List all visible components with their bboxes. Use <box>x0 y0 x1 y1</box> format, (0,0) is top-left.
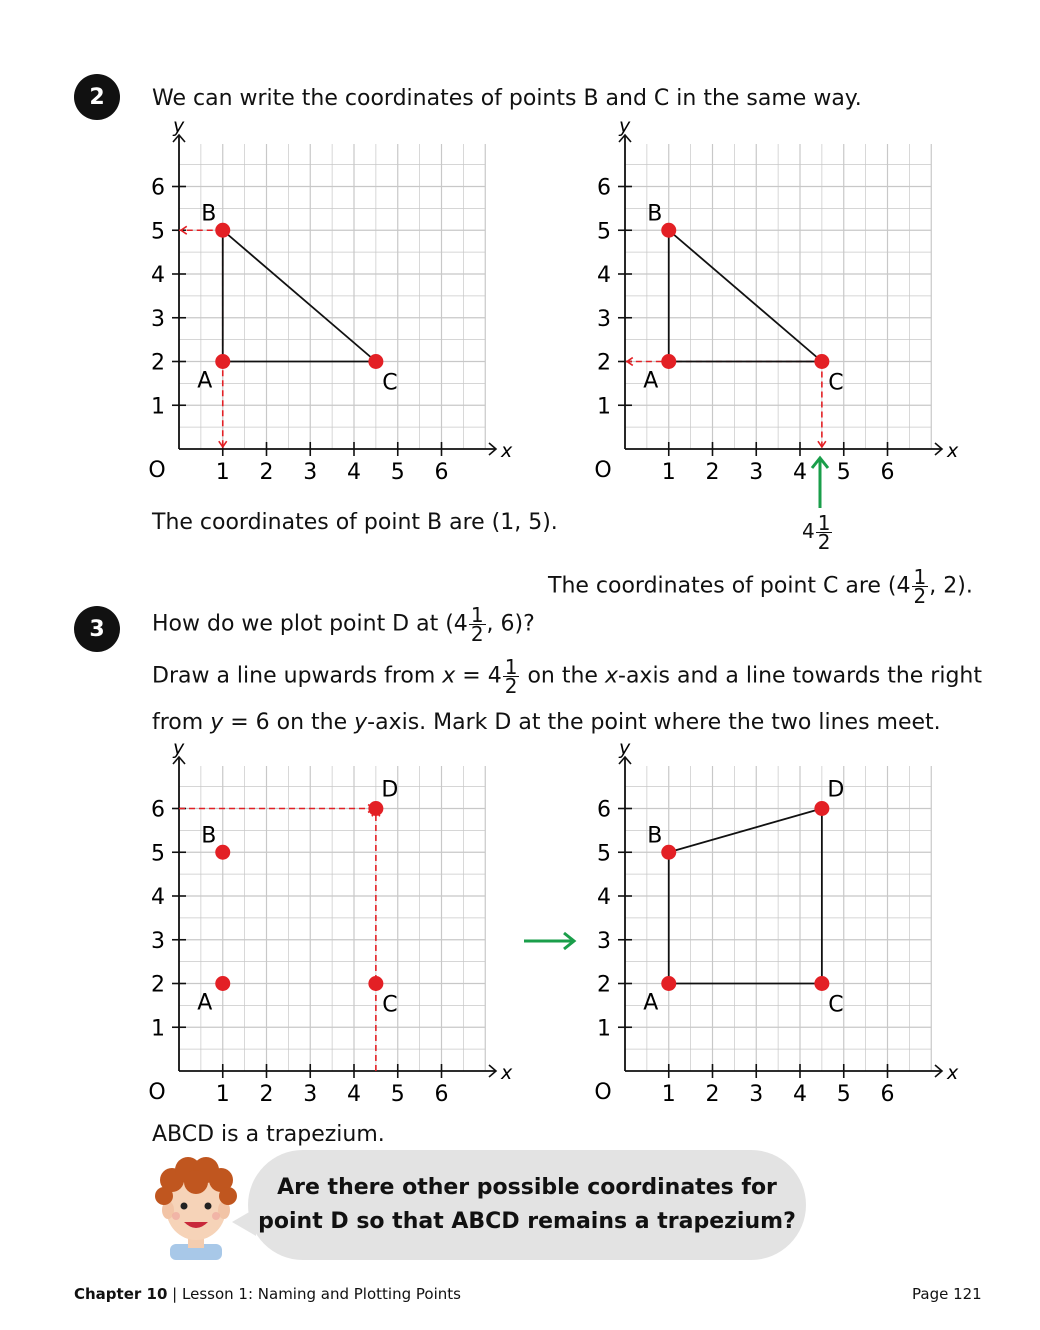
section-number-badge-3: 3 <box>74 606 120 652</box>
y-axis-label: y <box>173 115 185 137</box>
point-label-A: A <box>197 990 213 1016</box>
point-label-B: B <box>647 201 663 227</box>
speech-bubble <box>248 1150 806 1260</box>
point-A <box>661 976 676 991</box>
x-tick-label: 3 <box>749 460 764 485</box>
speech-line-1: Are there other possible coordinates for <box>277 1175 777 1200</box>
section-3-question: How do we plot point D at (4 $\frac{1}{2}$ , 6)? <box>152 603 535 646</box>
x-tick-label: 4 <box>793 460 807 485</box>
x-tick-label: 1 <box>661 460 676 485</box>
y-tick-label: 1 <box>597 394 611 420</box>
point-D <box>368 801 383 816</box>
x-tick-label: 6 <box>880 460 895 485</box>
y-tick-label: 5 <box>151 219 165 245</box>
coordinate-graph-3a <box>140 737 513 1107</box>
footer-separator: | <box>172 1285 178 1303</box>
question-fraction: $\frac{1}{2}$ <box>470 603 484 646</box>
point-A <box>215 976 230 991</box>
point-label-D: D <box>381 777 399 803</box>
footer-lesson-info <box>74 1285 461 1303</box>
y-tick-label: 5 <box>597 219 611 245</box>
footer-lesson: Lesson 1: Naming and Plotting Points <box>182 1285 461 1303</box>
y-tick-label: 2 <box>151 972 165 998</box>
x-tick-label: 5 <box>390 460 405 485</box>
x-tick-label: 6 <box>434 1082 449 1107</box>
y-tick-label: 4 <box>151 885 165 910</box>
point-label-C: C <box>828 992 844 1018</box>
y-tick-label: 2 <box>597 350 611 376</box>
point-B <box>661 223 676 238</box>
instruction-line-2: from y = 6 on the y-axis. Mark D at the point where the two lines meet. <box>152 710 941 735</box>
point-label-A: A <box>197 368 213 394</box>
coordinate-graph-2a <box>140 115 513 485</box>
x-tick-label: 4 <box>347 460 361 485</box>
x-tick-label: 2 <box>705 1082 720 1107</box>
y-tick-label: 1 <box>151 394 165 420</box>
x-tick-label: 5 <box>390 1082 405 1107</box>
section-2-intro: We can write the coordinates of points B and C in the same way. <box>152 86 862 111</box>
caption-c-fraction: $\frac{1}{2}$ <box>913 565 927 608</box>
x-axis-label: x <box>501 440 513 462</box>
x-axis-label: x <box>947 440 959 462</box>
point-label-A: A <box>643 368 659 394</box>
instruction-line-1: Draw a line upwards from x = 4 $\frac{1}{2}$ on the x-axis and a line towards the right <box>152 655 982 698</box>
y-tick-label: 6 <box>151 175 165 201</box>
origin-label: O <box>594 1080 612 1105</box>
x-tick-label: 1 <box>661 1082 676 1107</box>
footer-page-number: Page 121 <box>912 1285 982 1303</box>
pointer-fraction: $\frac{1}{2}$ <box>817 511 831 554</box>
y-tick-label: 2 <box>597 972 611 998</box>
x-tick-label: 5 <box>836 460 851 485</box>
x-tick-label: 2 <box>705 460 720 485</box>
green-up-arrow <box>808 452 832 512</box>
x-axis-label: x <box>501 1062 513 1084</box>
origin-label: O <box>594 458 612 483</box>
y-axis-label: y <box>619 737 631 759</box>
y-tick-label: 5 <box>597 841 611 867</box>
y-tick-label: 2 <box>151 350 165 376</box>
point-A <box>661 354 676 369</box>
x-tick-label: 2 <box>259 1082 274 1107</box>
y-tick-label: 5 <box>151 841 165 867</box>
footer-chapter: Chapter 10 <box>74 1285 168 1303</box>
point-label-C: C <box>828 370 844 396</box>
point-label-D: D <box>827 777 845 803</box>
point-label-A: A <box>643 990 659 1016</box>
boy-character-illustration <box>148 1152 244 1260</box>
green-right-arrow <box>522 930 578 952</box>
origin-label: O <box>148 1080 166 1105</box>
x-axis-label: x <box>947 1062 959 1084</box>
x-tick-label: 1 <box>215 460 230 485</box>
y-tick-label: 6 <box>151 797 165 823</box>
point-C <box>368 976 383 991</box>
speech-line-2: point D so that ABCD remains a trapezium? <box>258 1209 796 1234</box>
y-tick-label: 3 <box>597 306 611 332</box>
y-tick-label: 1 <box>151 1016 165 1042</box>
x-tick-label: 2 <box>259 460 274 485</box>
caption-point-c: The coordinates of point C are (4 $\frac{1}{2}$ , 2). <box>548 565 973 608</box>
origin-label: O <box>148 458 166 483</box>
point-C <box>814 354 829 369</box>
point-B <box>215 223 230 238</box>
x-tick-label: 6 <box>880 1082 895 1107</box>
caption-point-b: The coordinates of point B are (1, 5). <box>152 510 558 535</box>
coordinate-graph-2b <box>586 115 959 485</box>
y-tick-label: 3 <box>151 306 165 332</box>
point-label-C: C <box>382 370 398 396</box>
point-C <box>368 354 383 369</box>
y-tick-label: 4 <box>151 263 165 288</box>
x-tick-label: 1 <box>215 1082 230 1107</box>
x-tick-label: 4 <box>347 1082 361 1107</box>
y-tick-label: 6 <box>597 175 611 201</box>
point-B <box>661 845 676 860</box>
point-A <box>215 354 230 369</box>
x-tick-label: 3 <box>303 460 318 485</box>
y-tick-label: 4 <box>597 885 611 910</box>
x-tick-label: 4 <box>793 1082 807 1107</box>
y-tick-label: 4 <box>597 263 611 288</box>
point-label-B: B <box>647 823 663 849</box>
point-label-B: B <box>201 201 217 227</box>
y-axis-label: y <box>173 737 185 759</box>
point-D <box>814 801 829 816</box>
coordinate-graph-3b <box>586 737 959 1107</box>
point-B <box>215 845 230 860</box>
y-tick-label: 6 <box>597 797 611 823</box>
x-tick-label: 5 <box>836 1082 851 1107</box>
y-tick-label: 3 <box>151 928 165 954</box>
x-tick-label: 3 <box>303 1082 318 1107</box>
y-tick-label: 1 <box>597 1016 611 1042</box>
y-tick-label: 3 <box>597 928 611 954</box>
section-number-badge: 2 <box>74 74 120 120</box>
point-C <box>814 976 829 991</box>
trapezium-conclusion: ABCD is a trapezium. <box>152 1122 385 1147</box>
x-tick-label: 3 <box>749 1082 764 1107</box>
x-tick-label: 6 <box>434 460 449 485</box>
point-label-C: C <box>382 992 398 1018</box>
instruction-fraction: $\frac{1}{2}$ <box>504 655 518 698</box>
y-axis-label: y <box>619 115 631 137</box>
point-label-B: B <box>201 823 217 849</box>
pointer-value-label: 4 $\frac{1}{2}$ <box>802 511 831 554</box>
